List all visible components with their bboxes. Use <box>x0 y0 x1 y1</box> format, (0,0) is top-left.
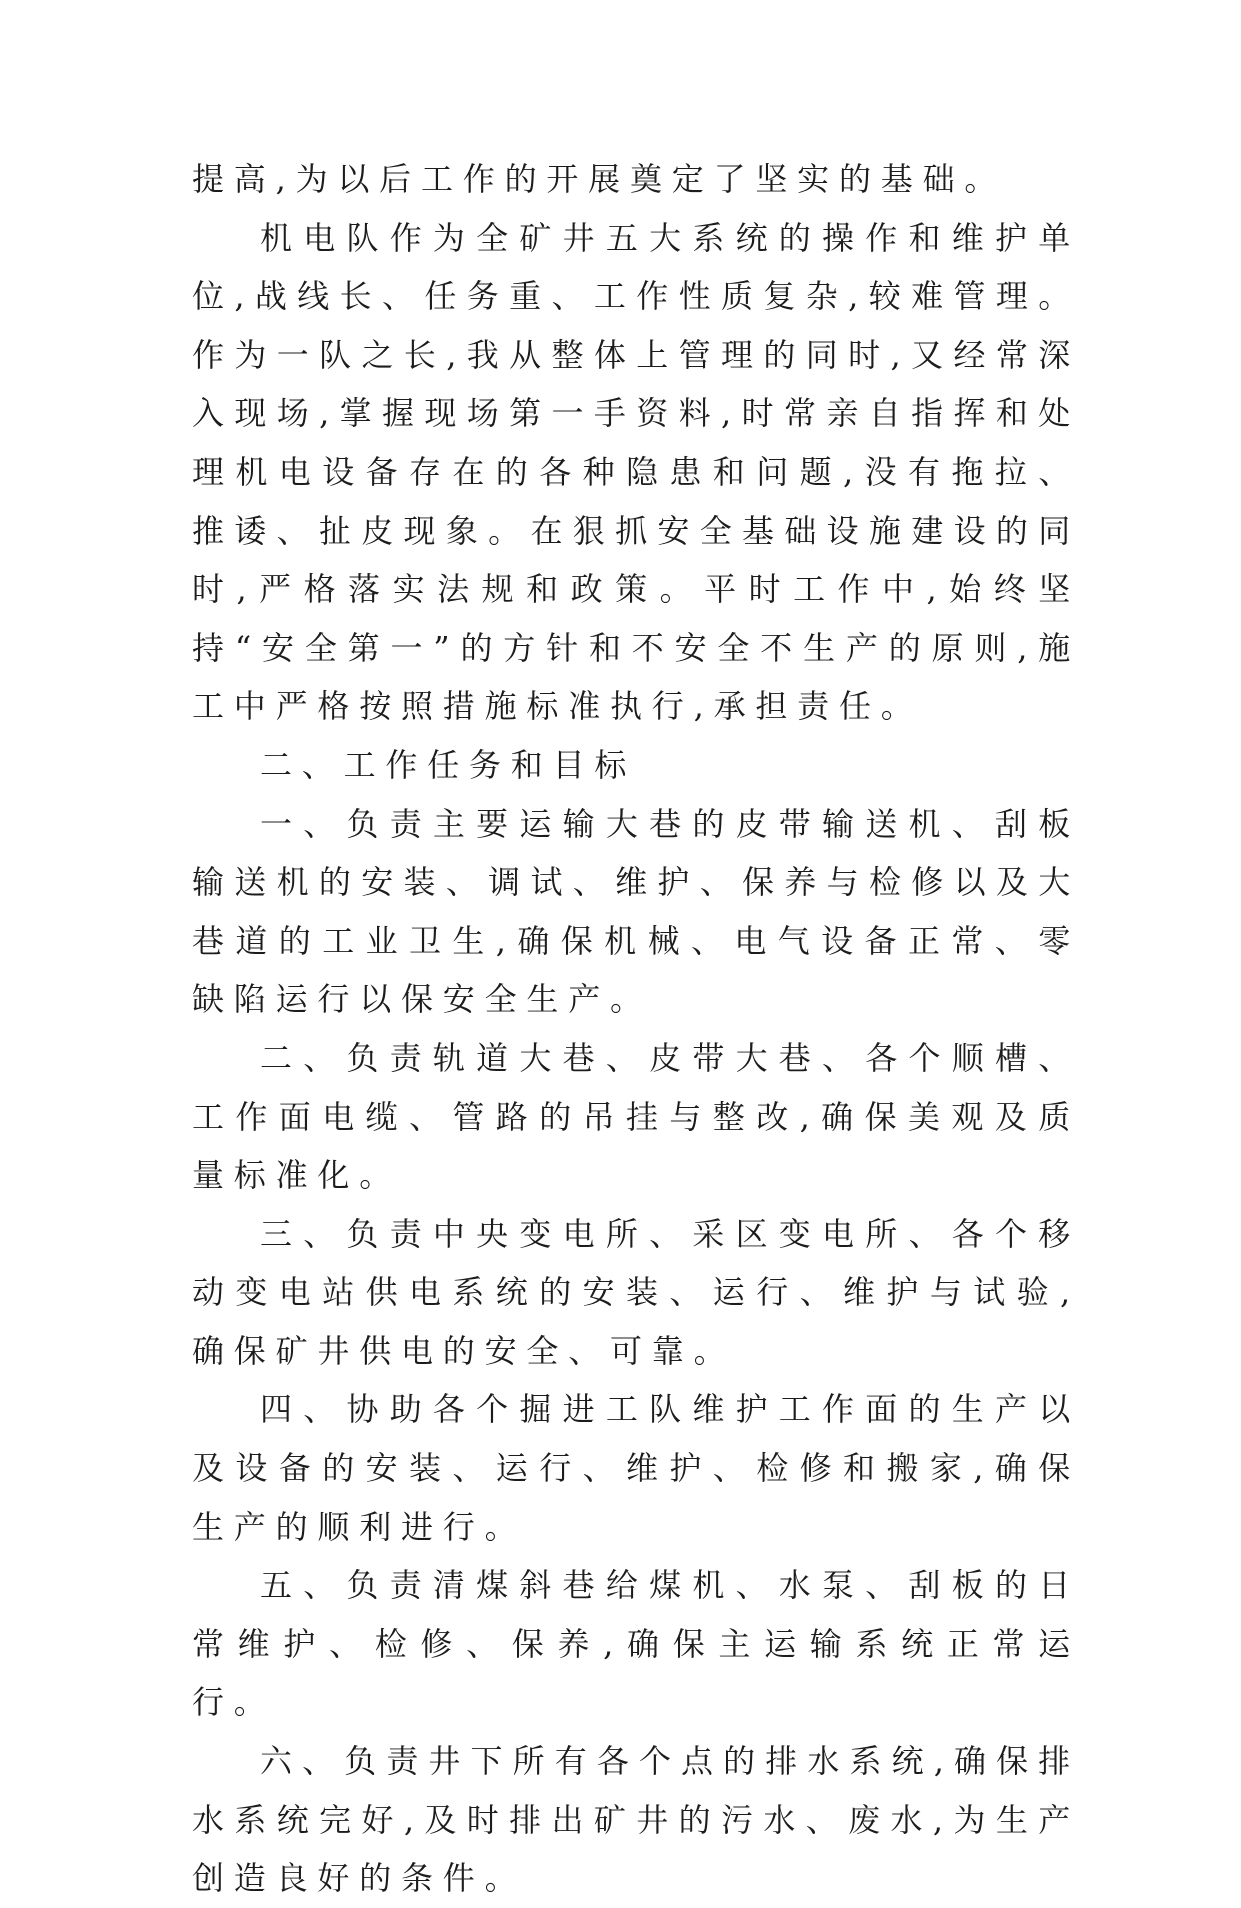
paragraph: 机电队作为全矿井五大系统的操作和维护单位,战线长、任务重、工作性质复杂,较难管理。作为一队之长,我从整体上管理的同时,又经常深入现场,掌握现场第一手资料,时常亲自指挥和处理机电设备存在的各种隐患和问题,没有拖拉、推诿、扯皮现象。在狠抓安全基础设施建设的同时,严格落实法规和政策。平时工作中,始终坚持“安全第一”的方针和不安全不生产的原则,施工中严格按照措施标准执行,承担责任。 <box>192 218 1080 726</box>
list-item: 一、负责主要运输大巷的皮带输送机、刮板输送机的安装、调试、维护、保养与检修以及大巷道的工业卫生,确保机械、电气设备正常、零缺陷运行以保安全生产。 <box>192 804 1080 1019</box>
list-item: 三、负责中央变电所、采区变电所、各个移动变电站供电系统的安装、运行、维护与试验,确保矿井供电的安全、可靠。 <box>192 1214 1080 1370</box>
section-heading: 二、工作任务和目标 <box>260 745 637 784</box>
list-item: 五、负责清煤斜巷给煤机、水泵、刮板的日常维护、检修、保养,确保主运输系统正常运行。 <box>192 1566 1080 1722</box>
paragraph: 提高,为以后工作的开展奠定了坚实的基础。 <box>192 160 1007 198</box>
list-item: 二、负责轨道大巷、皮带大巷、各个顺槽、工作面电缆、管路的吊挂与整改,确保美观及质量标准化。 <box>192 1038 1080 1195</box>
list-item: 四、协助各个掘进工队维护工作面的生产以及设备的安装、运行、维护、检修和搬家,确保生产的顺利进行。 <box>192 1390 1080 1546</box>
list-item: 六、负责井下所有各个点的排水系统,确保排水系统完好,及时排出矿井的污水、废水,为生产创造良好的条件。 <box>192 1742 1080 1898</box>
document-body <box>192 150 1080 1908</box>
